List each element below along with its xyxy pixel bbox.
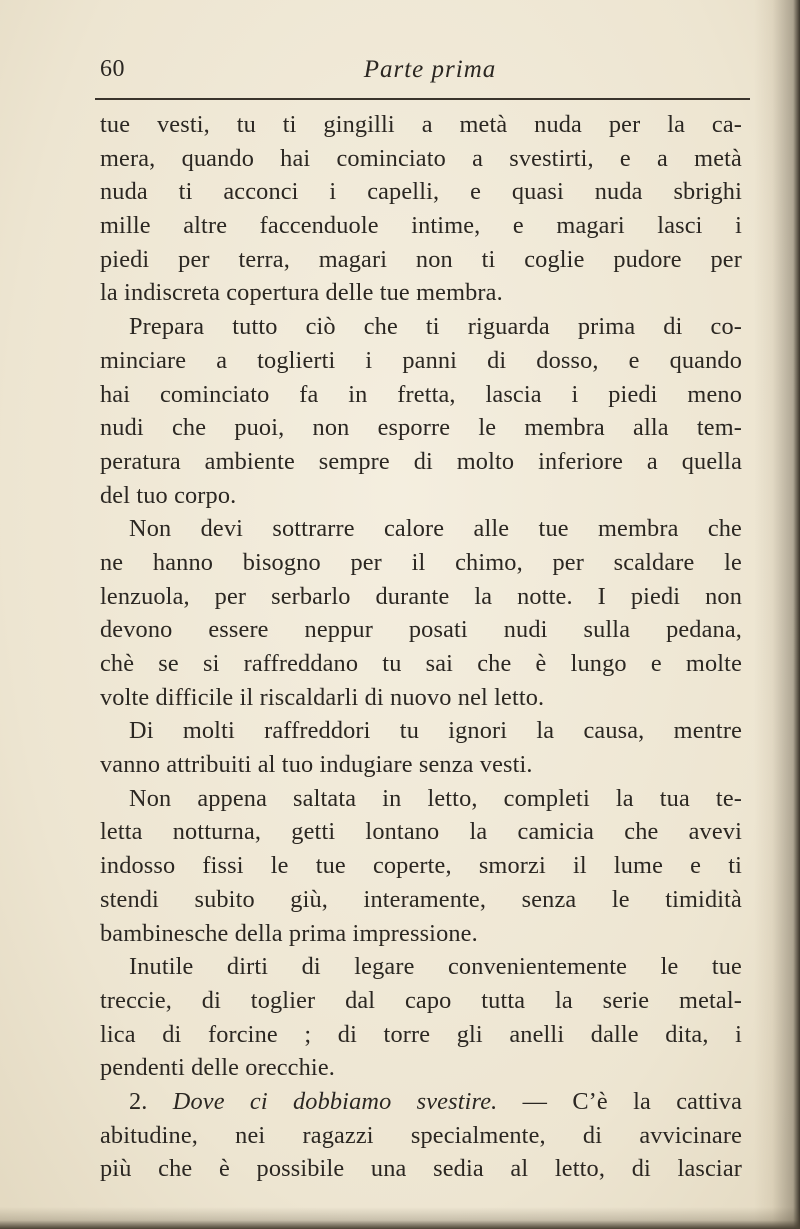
text-line: Non devi sottrarre calore alle tue membra che: [129, 515, 742, 543]
text-line: mille altre faccenduole intime, e magari lasci i: [100, 212, 742, 240]
section-title: Dove ci dobbiamo svestire.: [172, 1087, 498, 1115]
text-line: nudi che puoi, non esporre le membra alla tem-: [100, 414, 742, 442]
text-line: la indiscreta copertura delle tue membra.: [100, 279, 503, 307]
section-number: 2.: [129, 1087, 173, 1115]
text-line: mera, quando hai cominciato a svestirti, e a metà: [100, 144, 742, 172]
text-line: Di molti raffreddori tu ignori la causa, mentre: [129, 717, 742, 745]
text-line: devono essere neppur posati nudi sulla pedana,: [100, 616, 742, 644]
text-line: chè se si raffreddano tu sai che è lungo e molte: [100, 650, 742, 677]
text-line: letta notturna, getti lontano la camicia che avevi: [100, 818, 742, 846]
text-line: indosso fissi le tue coperte, smorzi il lume e ti: [100, 852, 742, 880]
section-heading-line: [100, 1085, 742, 1119]
text-line: Prepara tutto ciò che ti riguarda prima di co-: [129, 313, 742, 341]
section-text: — C’è la cattiva: [497, 1087, 743, 1115]
running-title: Parte prima: [363, 56, 497, 83]
page-edge-shadow: [754, 0, 800, 1229]
text-line: volte difficile il riscaldarli di nuovo nel letto.: [100, 683, 545, 711]
text-line: treccie, di toglier dal capo tutta la serie metal-: [100, 986, 742, 1014]
text-line: tue vesti, tu ti gingilli a metà nuda per la ca-: [100, 111, 742, 138]
text-line: pendenti delle orecchie.: [100, 1054, 335, 1082]
text-line: vanno attribuiti al tuo indugiare senza vesti.: [100, 751, 533, 779]
page-header: [100, 56, 760, 88]
text-line: hai cominciato fa in fretta, lascia i piedi meno: [100, 380, 742, 408]
text-line: peratura ambiente sempre di molto inferiore a quella: [100, 447, 742, 475]
text-line: lica di forcine ; di torre gli anelli dalle dita, i: [100, 1020, 742, 1048]
text-line: bambinesche della prima impressione.: [100, 919, 478, 947]
body-text: [100, 108, 742, 1186]
text-line: del tuo corpo.: [100, 481, 237, 509]
text-line: piedi per terra, magari non ti coglie pudore per: [100, 245, 742, 273]
page-bottom-shadow: [0, 1207, 800, 1229]
header-rule: [95, 98, 750, 100]
text-line: abitudine, nei ragazzi specialmente, di avvicinare: [100, 1121, 742, 1149]
text-line: più che è possibile una sedia al letto, di lasciar: [100, 1155, 742, 1183]
text-line: nuda ti acconci i capelli, e quasi nuda sbrighi: [100, 178, 742, 206]
text-line: stendi subito giù, interamente, senza le timidità: [100, 885, 742, 913]
text-line: minciare a toglierti i panni di dosso, e quando: [100, 346, 742, 374]
text-line: ne hanno bisogno per il chimo, per scaldare le: [100, 548, 742, 576]
page-number: 60: [100, 56, 125, 82]
text-line: lenzuola, per serbarlo durante la notte. I piedi non: [100, 582, 742, 610]
text-line: Inutile dirti di legare convenientemente le tue: [129, 953, 742, 981]
text-line: Non appena saltata in letto, completi la tua te-: [129, 784, 742, 812]
